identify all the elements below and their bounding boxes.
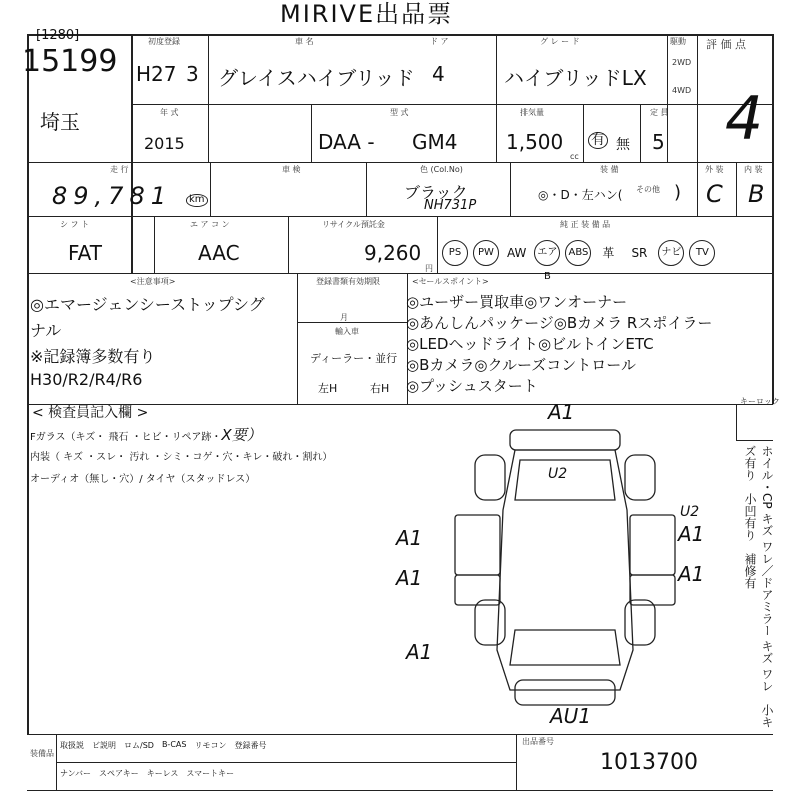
equipment-pw: PW — [473, 240, 499, 266]
keylock-label: キーロック — [740, 397, 780, 406]
footer-item-9: キーレス — [146, 769, 179, 778]
import-dealer: ディーラー・並行 — [310, 352, 398, 365]
color-label: 色 (Col.No) — [420, 165, 463, 174]
recycle-unit: 円 — [425, 264, 433, 273]
footer-item-10: スマートキー — [186, 769, 235, 778]
footer-items-top — [60, 740, 266, 751]
sales-point-1: ◎ユーザー買取車◎ワンオーナー — [406, 293, 628, 311]
equipment-list — [442, 240, 772, 282]
lot-no-label: 出品番号 — [522, 737, 554, 746]
trim-marks: ◎・D・左ハン( — [538, 188, 623, 202]
interior-label: 内 装 — [744, 165, 763, 174]
model-code: GM4 — [412, 130, 458, 154]
exterior-grade: C — [706, 180, 723, 208]
sales-point-2: ◎あんしんパッケージ◎Bカメラ Rスポイラー — [406, 314, 713, 332]
damage-rear: AU1 — [550, 704, 592, 728]
footer-item-1: 取扱説 — [60, 741, 84, 750]
lot-bracket: [1280] — [36, 28, 80, 43]
equipment-sr: SR — [631, 246, 648, 260]
side-notes: ホイル・CP キズ ワレ／ドアミラー キズ ワレ 小キズ有り 小凹有り 補修有 — [743, 445, 774, 728]
equipment-airbag: エアB — [534, 240, 560, 266]
model-prefix: DAA - — [318, 130, 375, 154]
first-reg-label: 初度登録 — [148, 37, 180, 46]
mileage: 89,781 — [52, 182, 172, 210]
trim-label: 装 備 — [600, 165, 619, 174]
note-2: ナル — [30, 321, 62, 340]
inspector-label: < 検査員記入欄 > — [32, 405, 149, 421]
score: 4 — [725, 84, 764, 154]
footer-items-bottom — [60, 768, 234, 779]
exterior-label: 外 装 — [705, 165, 724, 174]
damage-right-1: A1 — [678, 522, 705, 546]
damage-hood: U2 — [548, 466, 568, 482]
trim-other: その他 — [636, 185, 660, 194]
inspector-line-3: オーディオ（無し・穴）/ タイヤ（スタッドレス） — [30, 474, 256, 485]
equipment-navi: ナビ — [658, 240, 684, 266]
import-label: 輸入車 — [335, 327, 359, 336]
model-label: 型 式 — [390, 108, 409, 117]
color: ブラック — [404, 183, 468, 202]
damage-left-3: A1 — [406, 640, 433, 664]
footer-check-label: 装備品 — [30, 749, 54, 758]
mileage-label: 走 行 — [110, 165, 129, 174]
interior-grade: B — [748, 180, 765, 208]
grade: ハイブリッドLX — [504, 66, 647, 90]
equipment-ps: PS — [442, 240, 468, 266]
aircon-label: エ ア コ ン — [190, 220, 230, 229]
damage-right-2: A1 — [678, 562, 705, 586]
inspector-line-2: 内装（ キズ ・スレ・ 汚れ ・シミ・コゲ・穴・キレ・破れ・割れ） — [30, 452, 333, 463]
seats-label: 定 員 — [650, 108, 669, 117]
damage-front: A1 — [548, 400, 575, 424]
door-label: ド ア — [430, 37, 449, 46]
inspector-line-1: Fガラス（キズ・ 飛石 ・ヒビ・リペア跡・X要） — [30, 426, 262, 444]
car-name: グレイスハイブリッド — [218, 66, 415, 90]
grade-label: グ レ ー ド — [540, 37, 580, 46]
damage-left-2: A1 — [396, 566, 423, 590]
car-name-label: 車 名 — [295, 37, 314, 46]
reg-doc-label: 登録書類有効期限 — [316, 277, 380, 286]
equipment-aw: AW — [507, 246, 527, 260]
equipment-tv: TV — [689, 240, 715, 266]
mileage-unit: km — [186, 194, 208, 207]
note-1: ◎エマージェンシーストップシグ — [30, 295, 265, 314]
damage-right-u2: U2 — [680, 504, 700, 520]
note-3: ※記録簿多数有り — [30, 347, 156, 366]
recycle-label: リサイクル預託金 — [322, 220, 385, 229]
aircon: AAC — [198, 241, 240, 265]
reg-month: 3 — [186, 62, 199, 86]
sales-point-3: ◎LEDヘッドライト◎ビルトインETC — [406, 335, 654, 353]
footer-item-7: ナンバー — [60, 769, 92, 778]
footer-lot-number: 1013700 — [600, 750, 698, 775]
page-title: MIRIVE出品票 — [280, 0, 454, 28]
reg-doc-month: 月 — [340, 313, 348, 322]
equipment-label: 純 正 装 備 品 — [560, 220, 611, 229]
color-no: NH731P — [424, 198, 477, 213]
reg-year: H27 — [136, 62, 177, 86]
equipment-leather: 革 — [602, 246, 615, 260]
footer-item-5: リモコン — [194, 741, 227, 750]
sales-point-5: ◎プッシュスタート — [406, 377, 538, 395]
region: 埼玉 — [40, 110, 80, 134]
import-left: 左H — [318, 382, 338, 395]
note-4: H30/R2/R4/R6 — [30, 370, 143, 389]
score-label: 評 価 点 — [706, 38, 746, 51]
cc-label: 排気量 — [520, 108, 544, 117]
shift-label: シ フ ト — [60, 220, 90, 229]
drive-4wd: 4WD — [672, 86, 692, 95]
footer-item-4: B-CAS — [161, 740, 187, 749]
car-damage-diagram — [415, 400, 715, 720]
drive-2wd: 2WD — [672, 58, 692, 67]
shift: FAT — [68, 241, 103, 265]
lot-number: 15199 — [22, 44, 118, 79]
drive-label: 駆動 — [670, 37, 686, 46]
equipment-abs: ABS — [565, 240, 591, 266]
sales-point-4: ◎Bカメラ◎クルーズコントロール — [406, 356, 636, 374]
notes-label: <注意事項> — [130, 277, 176, 286]
displacement: 1,500 — [506, 130, 564, 154]
nenshiki-label: 年 式 — [160, 108, 179, 117]
recycle-fee: 9,260 — [364, 241, 422, 265]
seats: 5 — [652, 130, 665, 154]
cc-unit: cc — [570, 152, 579, 161]
damage-left-1: A1 — [396, 526, 423, 550]
doors: 4 — [432, 62, 445, 86]
footer-item-6: 登録番号 — [234, 741, 267, 750]
ac-no: 無 — [616, 137, 630, 153]
model-year: 2015 — [144, 134, 185, 153]
footer-item-8: スペアキー — [99, 769, 139, 778]
footer-item-2: ビ説明 — [92, 741, 116, 750]
sales-label: <セールスポイント> — [412, 277, 489, 286]
shaken-label: 車 検 — [282, 165, 301, 174]
import-right: 右H — [370, 382, 390, 395]
footer-item-3: ロム/SD — [124, 741, 154, 750]
ac-yes: 有 — [588, 132, 608, 149]
